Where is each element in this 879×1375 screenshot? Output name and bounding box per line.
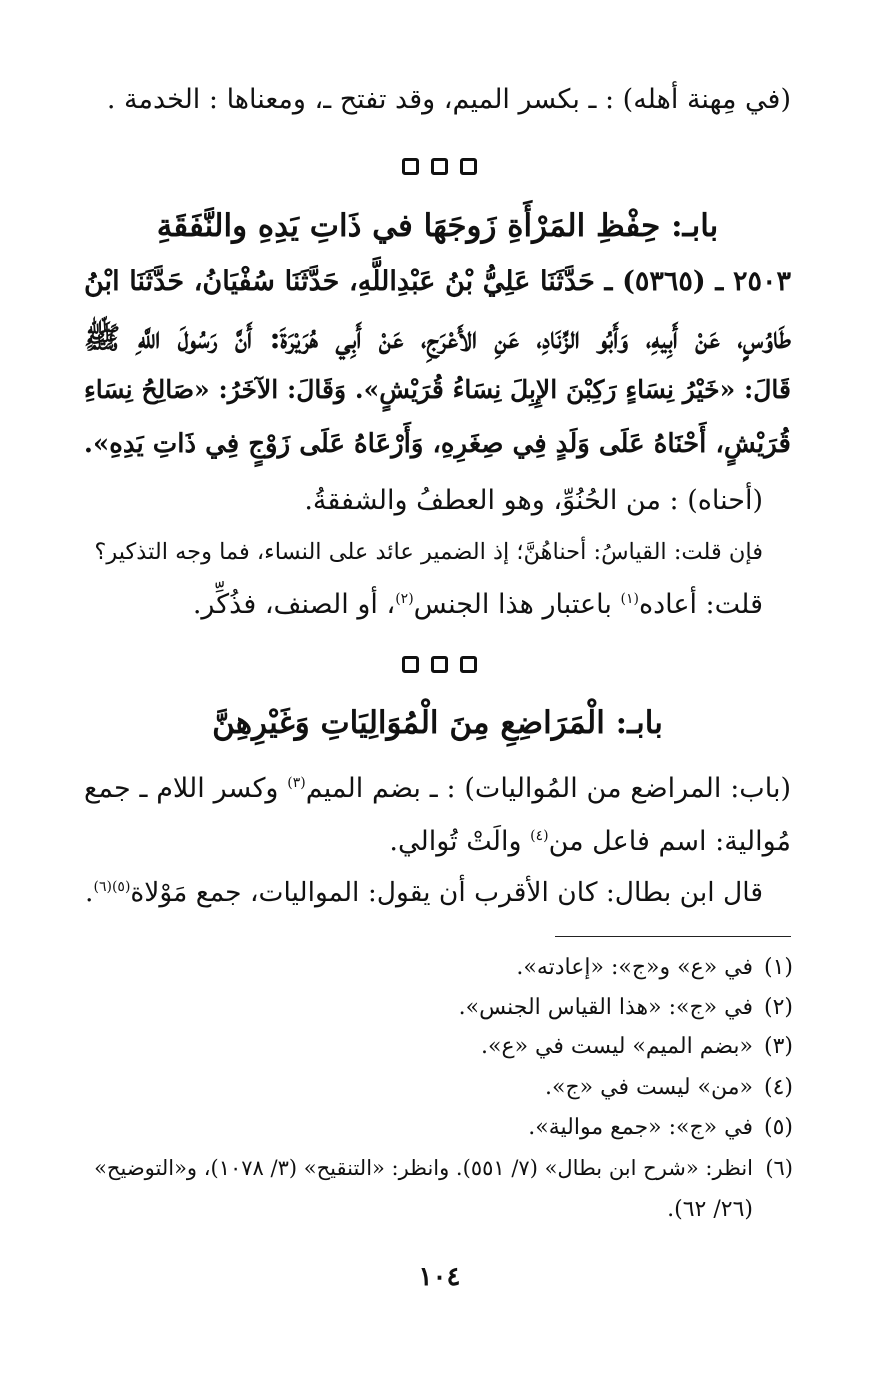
footnote-text: «بضم الميم» ليست في «ع».: [480, 1034, 753, 1059]
footnote-ref: (٥)(٦): [93, 879, 131, 896]
footnote-item: [84, 955, 793, 981]
footnote-number: (٦): [765, 1156, 793, 1180]
chapter-title: الْمَرَاضِعِ مِنَ الْمُوَالِيَاتِ وَغَيْرِهِنَّ: [212, 705, 605, 741]
footnote-text: في «ع» و«ج»: «إعادته».: [516, 955, 753, 980]
footnote-ref: (٢): [395, 591, 414, 607]
commentary-line: قال ابن بطال: كان الأقرب أن يقول: المواليات، جمع مَوْلاة$^{(٥)(٦)}$.: [85, 877, 763, 908]
footnote-number: (٥): [763, 1115, 793, 1140]
chapter-prefix: بابـ:: [615, 705, 663, 741]
commentary-line: (أحناه) : من الحُنُوِّ، وهو العطفُ والشفقةُ.: [304, 485, 763, 516]
footnote-text: في «ج»: «جمع موالية».: [528, 1115, 753, 1140]
square-ornament-icon: [460, 656, 477, 673]
commentary-line: قلت: أعاده$^{(١)}$ باعتبار هذا الجنس$^{(٢)}$، أو الصنف، فذُكِّر.: [192, 589, 763, 620]
section-divider-2: [0, 656, 879, 677]
footnote-number: (٢): [763, 995, 793, 1020]
footnote-item: [84, 1075, 793, 1101]
footnote-continuation: (٢٦/ ٦٢).: [667, 1197, 753, 1222]
section-divider-1: [0, 158, 879, 179]
footnote-ref: (٤): [530, 828, 549, 844]
page-number: ١٠٤: [418, 1262, 461, 1292]
footnote-text: في «ج»: «هذا القياس الجنس».: [458, 995, 753, 1020]
commentary-line: فإن قلت: القياسُ: أحناهُنَّ؛ إذ الضمير عائد على النساء، فما وجه التذكير؟: [94, 539, 763, 565]
square-ornament-icon: [402, 158, 419, 175]
footnote-item: [84, 995, 793, 1021]
chapter-prefix: بابـ:: [671, 208, 719, 244]
footnote-text: «من» ليست في «ج».: [545, 1075, 753, 1100]
top-commentary-line: (في مِهنة أهله) : ـ بكسر الميم، وقد تفتح ـ، ومعناها : الخدمة .: [106, 84, 791, 115]
hadith-line-1: ٢٥٠٣ ـ (٥٣٦٥) ـ حَدَّثَنَا عَلِيُّ بْنُ عَبْدِاللَّهِ، حَدَّثَنَا سُفْيَانُ، حَدَّثَنَا ابْنُ: [84, 266, 791, 297]
footnote-item: [84, 1156, 793, 1181]
footnote-text: انظر: «شرح ابن بطال» (٧/ ٥٥١). وانظر: «التنقيح» (٣/ ١٠٧٨)، و«التوضيح»: [94, 1156, 753, 1180]
square-ornament-icon: [460, 158, 477, 175]
footnote-item: [84, 1034, 793, 1060]
footnote-separator: [555, 936, 791, 937]
commentary-line: (باب: المراضع من المُواليات) : ـ بضم الميم$^{(٣)}$ وكسر اللام ـ جمع: [84, 773, 791, 804]
footnote-ref: (١): [620, 591, 639, 607]
hadith-line-2: طَاوُسٍ، عَنْ أَبِيهِ، وَأَبُو الزِّنَادِ، عَنِ الأَعْرَجِ، عَنْ أَبِي هُرَيْرَةَ: أَنَّ رَسُولَ اللَّهِ ﷺ: [84, 321, 791, 356]
footnote-item: [84, 1115, 793, 1141]
footnote-ref: (٣): [287, 775, 306, 791]
square-ornament-icon: [402, 656, 419, 673]
square-ornament-icon: [431, 158, 448, 175]
chapter-heading-2: [84, 705, 791, 742]
commentary-line: مُوالية: اسم فاعل من$^{(٤)}$ والَتْ تُوالي.: [389, 826, 791, 857]
chapter-title: حِفْظِ المَرْأَةِ زَوجَهَا في ذَاتِ يَدِهِ والنَّفَقَةِ: [156, 208, 661, 244]
footnote-number: (١): [763, 955, 793, 980]
hadith-line-4: قُرَيْشٍ، أَحْنَاهُ عَلَى وَلَدٍ فِي صِغَرِهِ، وَأَرْعَاهُ عَلَى زَوْجٍ فِي ذَاتِ يَدِهِ».: [83, 429, 791, 459]
footnote-number: (٣): [763, 1034, 793, 1059]
chapter-heading-1: [84, 208, 791, 245]
square-ornament-icon: [431, 656, 448, 673]
footnote-number: (٤): [763, 1075, 793, 1100]
hadith-line-3: قَالَ: «خَيْرُ نِسَاءٍ رَكِبْنَ الإِبِلَ نِسَاءُ قُرَيْشٍ». وَقَالَ: الآخَرُ: «صَالِحُ نِسَاءِ: [84, 375, 791, 404]
